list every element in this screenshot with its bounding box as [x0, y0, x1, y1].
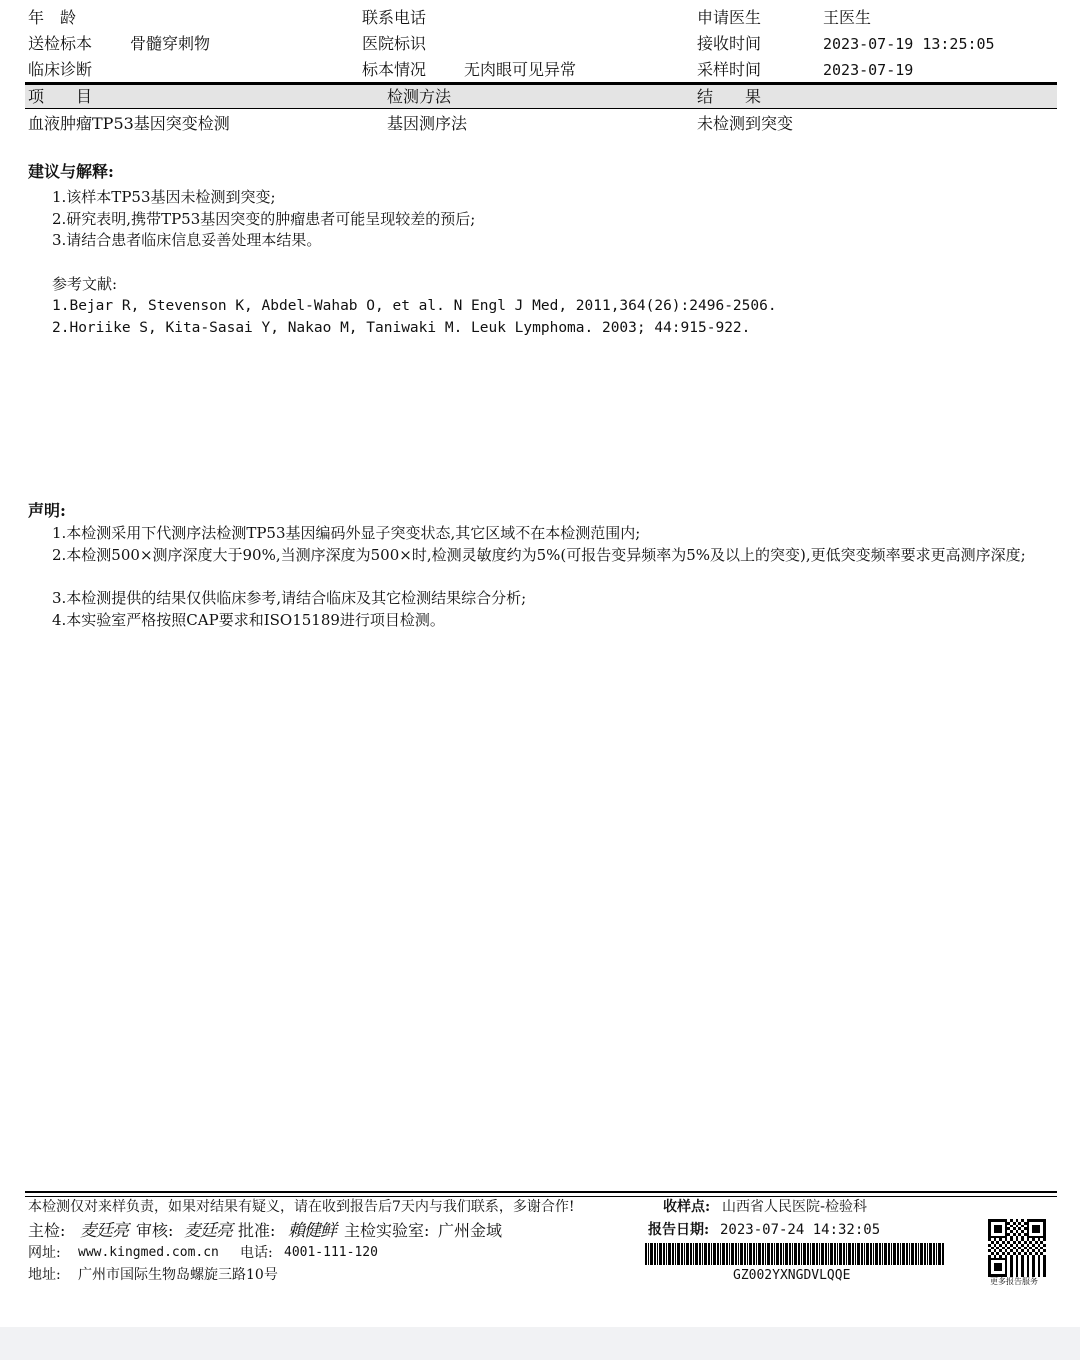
specimen-value: 骨髓穿刺物: [130, 34, 211, 53]
barcode-bar: [765, 1243, 766, 1265]
barcode-bar: [677, 1243, 680, 1265]
barcode-bar: [873, 1243, 874, 1265]
barcode-bar: [663, 1243, 665, 1265]
report-date-label: 报告日期:: [648, 1222, 710, 1238]
barcode-bar: [785, 1243, 788, 1265]
barcode-bar: [780, 1243, 782, 1265]
barcode-bar: [753, 1243, 755, 1265]
collection-label: 收样点:: [663, 1199, 711, 1215]
approver-label: 批准:: [238, 1221, 276, 1240]
barcode-bar: [882, 1243, 883, 1265]
barcode-bar: [825, 1243, 827, 1265]
barcode-bar: [828, 1243, 829, 1265]
advice-item: 1.该样本TP53基因未检测到突变;: [52, 188, 276, 206]
barcode-bar: [920, 1243, 923, 1265]
barcode-bar: [771, 1243, 773, 1265]
barcode-bar: [848, 1243, 851, 1265]
advice-title: 建议与解释:: [28, 162, 114, 181]
barcode-bar: [857, 1243, 860, 1265]
reviewer-signature: 麦廷亮: [184, 1221, 232, 1241]
barcode-bar: [711, 1243, 712, 1265]
footer-phone-value: 4001-111-120: [284, 1245, 378, 1260]
barcode-bar: [843, 1243, 845, 1265]
barcode-bar: [695, 1243, 698, 1265]
report-date-value: 2023-07-24 14:32:05: [720, 1222, 881, 1238]
barcode-bar: [681, 1243, 683, 1265]
barcode-bar: [702, 1243, 703, 1265]
barcode-bar: [891, 1243, 892, 1265]
barcode-bar: [888, 1243, 890, 1265]
barcode-bar: [911, 1243, 914, 1265]
reviewer-label: 审核:: [136, 1221, 174, 1240]
barcode-bar: [756, 1243, 757, 1265]
barcode-bar: [875, 1243, 878, 1265]
report-barcode: [645, 1243, 945, 1265]
barcode-bar: [834, 1243, 836, 1265]
barcode-bar: [807, 1243, 809, 1265]
barcode-bar: [717, 1243, 719, 1265]
references-list: [52, 296, 777, 339]
collection-value: 山西省人民医院-检验科: [722, 1199, 868, 1215]
barcode-bar: [942, 1243, 944, 1265]
doctor-label: 申请医生: [697, 8, 762, 27]
table-header-divider: [25, 108, 1057, 109]
specimen-state-value: 无肉眼可见异常: [464, 60, 577, 79]
barcode-bar: [810, 1243, 811, 1265]
barcode-bar: [855, 1243, 856, 1265]
barcode-text: GZ002YXNGDVLQQE: [733, 1268, 851, 1283]
approver-signature: 賴健鲜: [288, 1221, 336, 1241]
barcode-bar: [668, 1243, 671, 1265]
barcode-bar: [738, 1243, 739, 1265]
barcode-bar: [657, 1243, 658, 1265]
received-value: 2023-07-19 13:25:05: [823, 35, 995, 53]
qr-code-icon[interactable]: [988, 1219, 1046, 1277]
table-header-method: 检测方法: [387, 87, 452, 106]
doctor-value: 王医生: [823, 8, 872, 27]
barcode-bar: [812, 1243, 815, 1265]
inspector-label: 主检:: [28, 1221, 66, 1240]
barcode-bar: [684, 1243, 685, 1265]
barcode-bar: [699, 1243, 701, 1265]
barcode-bar: [879, 1243, 881, 1265]
barcode-bar: [924, 1243, 926, 1265]
barcode-bar: [846, 1243, 847, 1265]
barcode-bar: [675, 1243, 676, 1265]
barcode-bar: [938, 1243, 941, 1265]
statement-item: 1.本检测采用下代测序法检测TP53基因编码外显子突变状态,其它区域不在本检测范围内;: [52, 524, 641, 542]
barcode-bar: [747, 1243, 748, 1265]
sampled-label: 采样时间: [697, 60, 762, 79]
sampled-value: 2023-07-19: [823, 61, 914, 79]
barcode-bar: [915, 1243, 917, 1265]
footer-phone-label: 电话:: [240, 1245, 273, 1261]
barcode-bar: [731, 1243, 734, 1265]
barcode-bar: [929, 1243, 932, 1265]
barcode-bar: [776, 1243, 779, 1265]
advice-item: 2.研究表明,携带TP53基因突变的肿瘤患者可能呈现较差的预后;: [52, 209, 476, 228]
barcode-bar: [861, 1243, 863, 1265]
barcode-bar: [933, 1243, 935, 1265]
address-label: 地址:: [28, 1267, 61, 1283]
barcode-bar: [830, 1243, 833, 1265]
received-label: 接收时间: [697, 34, 762, 53]
footer-divider-bottom: [25, 1196, 1057, 1197]
specimen-state-label: 标本情况: [362, 60, 427, 79]
barcode-bar: [690, 1243, 692, 1265]
barcode-bar: [666, 1243, 667, 1265]
barcode-bar: [893, 1243, 896, 1265]
barcode-bar: [686, 1243, 689, 1265]
barcode-bar: [650, 1243, 653, 1265]
website-label: 网址:: [28, 1245, 61, 1261]
barcode-bar: [884, 1243, 887, 1265]
barcode-bar: [900, 1243, 901, 1265]
barcode-bar: [816, 1243, 818, 1265]
barcode-bar: [789, 1243, 791, 1265]
lab-label: 主检实验室:: [344, 1221, 430, 1240]
statement-title: 声明:: [28, 501, 66, 520]
barcode-bar: [726, 1243, 728, 1265]
barcode-bar: [870, 1243, 872, 1265]
statement-item: 3.本检测提供的结果仅供临床参考,请结合临床及其它检测结果综合分析;: [52, 589, 527, 607]
barcode-bar: [837, 1243, 838, 1265]
barcode-bar: [744, 1243, 746, 1265]
barcode-bar: [906, 1243, 908, 1265]
reference-item: 1.Bejar R, Stevenson K, Abdel-Wahab O, et al. N Engl J Med, 2011,364(26):2496-2506.: [52, 298, 777, 314]
barcode-bar: [792, 1243, 793, 1265]
barcode-bar: [693, 1243, 694, 1265]
barcode-bar: [704, 1243, 707, 1265]
barcode-bar: [645, 1243, 647, 1265]
barcode-bar: [936, 1243, 937, 1265]
barcode-bar: [729, 1243, 730, 1265]
barcode-bar: [821, 1243, 824, 1265]
barcode-bar: [864, 1243, 865, 1265]
barcode-bar: [794, 1243, 797, 1265]
barcode-bar: [659, 1243, 662, 1265]
barcode-bar: [774, 1243, 775, 1265]
inspector-signature: 麦廷亮: [80, 1221, 128, 1241]
barcode-bar: [722, 1243, 725, 1265]
barcode-bar: [735, 1243, 737, 1265]
table-cell-item: 血液肿瘤TP53基因突变检测: [28, 114, 230, 133]
barcode-bar: [839, 1243, 842, 1265]
diagnosis-label: 临床诊断: [28, 60, 93, 79]
statement-item: 2.本检测500×测序深度大于90%,当测序深度为500×时,检测灵敏度约为5%(可报告变异频率为5%及以上的突变),更低突变频率要求更高测序深度;: [52, 546, 1026, 564]
barcode-bar: [740, 1243, 743, 1265]
website-value: www.kingmed.com.cn: [78, 1245, 219, 1260]
barcode-bar: [783, 1243, 784, 1265]
age-label: 年 龄: [28, 8, 77, 27]
table-cell-method: 基因测序法: [387, 114, 468, 133]
footer-disclaimer: 本检测仅对来样负责，如果对结果有疑义，请在收到报告后7天内与我们联系，多谢合作!: [28, 1199, 575, 1215]
address-value: 广州市国际生物岛螺旋三路10号: [78, 1267, 278, 1283]
barcode-bar: [648, 1243, 649, 1265]
qr-caption: 更多报告服务: [990, 1277, 1038, 1286]
barcode-bar: [672, 1243, 674, 1265]
table-header-result: 结 果: [697, 87, 762, 106]
viewer-bottom-bar: [0, 1327, 1080, 1360]
table-header-background: [25, 85, 1057, 108]
footer-divider-top: [25, 1191, 1057, 1193]
barcode-bar: [927, 1243, 928, 1265]
barcode-bar: [803, 1243, 806, 1265]
barcode-bar: [902, 1243, 905, 1265]
barcode-bar: [708, 1243, 710, 1265]
barcode-bar: [819, 1243, 820, 1265]
barcode-bar: [713, 1243, 716, 1265]
advice-item: 3.请结合患者临床信息妥善处理本结果。: [52, 231, 322, 249]
barcode-bar: [762, 1243, 764, 1265]
barcode-bar: [749, 1243, 752, 1265]
statement-item: 4.本实验室严格按照CAP要求和ISO15189进行项目检测。: [52, 611, 445, 629]
barcode-bar: [767, 1243, 770, 1265]
barcode-bar: [720, 1243, 721, 1265]
barcode-bar: [909, 1243, 910, 1265]
reference-item: 2.Horiike S, Kita-Sasai Y, Nakao M, Taniwaki M. Leuk Lymphoma. 2003; 44:915-922.: [52, 319, 751, 336]
barcode-bar: [866, 1243, 869, 1265]
barcode-bar: [918, 1243, 919, 1265]
table-cell-result: 未检测到突变: [697, 114, 794, 133]
barcode-bar: [654, 1243, 656, 1265]
hospital-id-label: 医院标识: [362, 34, 427, 53]
advice-list: [52, 187, 475, 252]
barcode-bar: [852, 1243, 854, 1265]
barcode-bar: [897, 1243, 899, 1265]
barcode-bar: [758, 1243, 761, 1265]
references-title: 参考文献:: [52, 275, 118, 293]
barcode-bar: [798, 1243, 800, 1265]
lab-value: 广州金域: [438, 1221, 503, 1240]
barcode-bar: [801, 1243, 802, 1265]
specimen-label: 送检标本: [28, 34, 93, 53]
phone-label: 联系电话: [362, 8, 427, 27]
table-header-item: 项 目: [28, 87, 93, 106]
